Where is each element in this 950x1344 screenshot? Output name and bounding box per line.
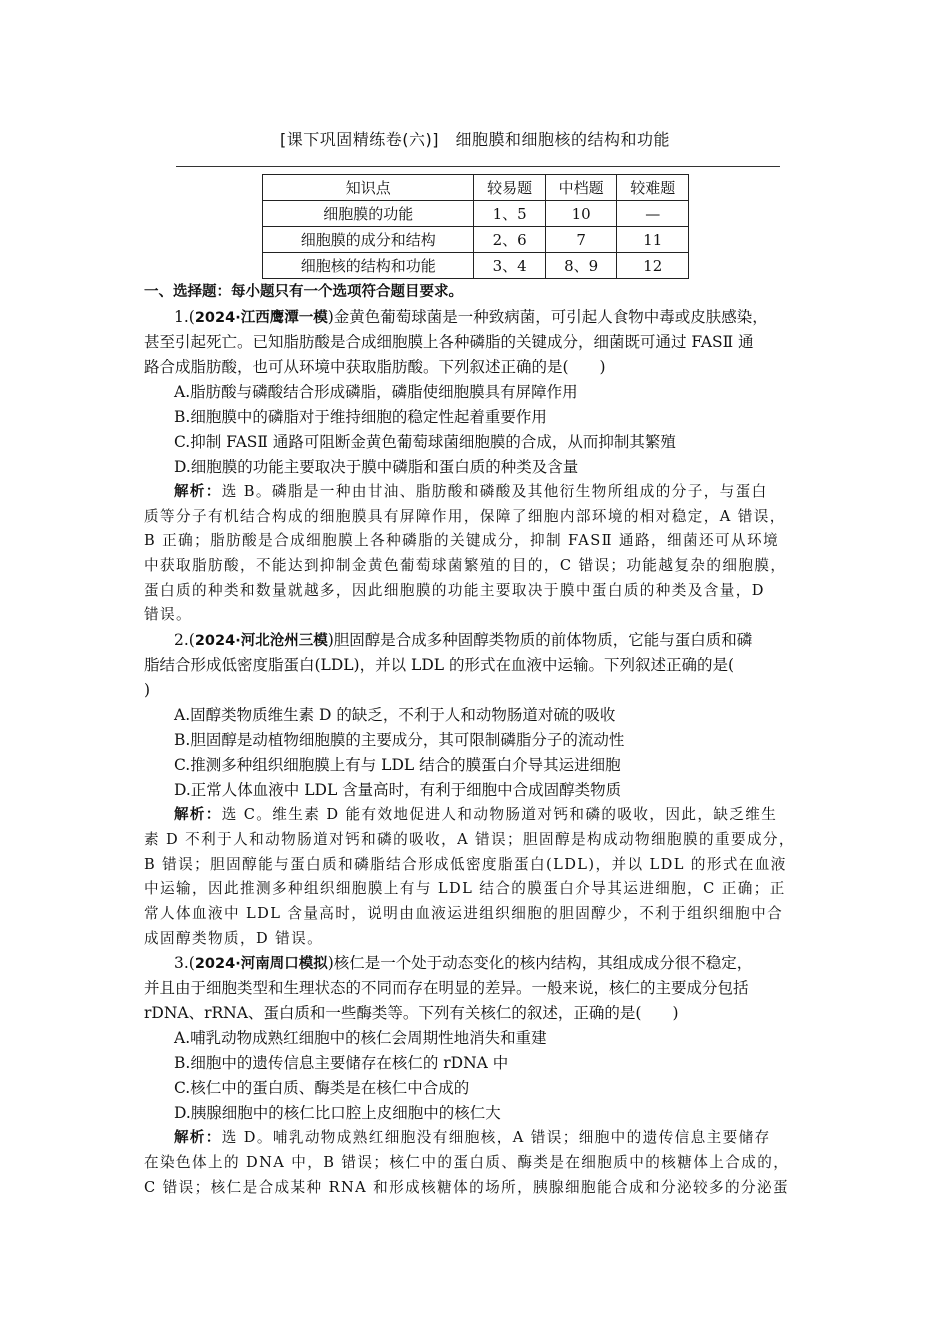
explanation-label: 解析： — [174, 1130, 222, 1147]
explanation-line — [144, 480, 809, 505]
explanation-line: B 正确；脂肪酸是合成细胞膜上各种磷脂的关键成分，抑制 FASⅡ 通路，细菌还可从环境 — [144, 532, 779, 550]
question-stem-line — [144, 628, 809, 653]
option-a: A.脂肪酸与磷酸结合形成磷脂，磷脂使细胞膜具有屏障作用 — [174, 383, 578, 401]
title-divider — [176, 166, 780, 167]
section-heading: 一、选择题：每小题只有一个选项符合题目要求。 — [144, 284, 463, 300]
page-title: [课下巩固精练卷(六)] 细胞膜和细胞核的结构和功能 — [280, 130, 670, 149]
question-stem-line: 路合成脂肪酸，也可从环境中获取脂肪酸。下列叙述正确的是( ) — [144, 358, 606, 376]
option-d: D.细胞膜的功能主要取决于膜中磷脂和蛋白质的种类及含量 — [174, 458, 579, 476]
table-row — [263, 253, 689, 279]
question-2 — [144, 628, 809, 951]
table-header-row — [263, 175, 689, 201]
option-b: B.细胞膜中的磷脂对于维持细胞的稳定性起着重要作用 — [174, 408, 547, 426]
option-c: C.核仁中的蛋白质、酶类是在核仁中合成的 — [174, 1079, 470, 1098]
explanation-line: 质等分子有机结合构成的细胞膜具有屏障作用，保障了细胞内部环境的相对稳定，A 错误， — [144, 507, 786, 525]
question-source: 2024·江西鹰潭一模 — [194, 310, 328, 326]
knowledge-table — [262, 174, 689, 279]
explanation-line: C 错误；核仁是合成某种 RNA 和形成核糖体的场所，胰腺细胞能合成和分泌较多的分泌蛋 — [144, 1178, 789, 1196]
explanation-line — [144, 803, 809, 828]
explanation-line: 蛋白质的种类和数量就越多，因此细胞膜的功能主要取决于膜中蛋白质的种类及含量，D — [144, 581, 765, 599]
explanation — [144, 803, 809, 951]
table-row — [263, 227, 689, 253]
explanation-line: B 错误；胆固醇能与蛋白质和磷脂结合形成低密度脂蛋白(LDL)，并以 LDL 的形式在血液 — [144, 855, 787, 873]
option-a: A.哺乳动物成熟红细胞中的核仁会周期性地消失和重建 — [174, 1029, 547, 1048]
table-cell: 7 — [545, 227, 617, 253]
explanation-line: 常人体血液中 LDL 含量高时，说明由血液运进组织细胞的胆固醇少，不利于组织细胞中合 — [144, 904, 784, 922]
question-source: 2024·河南周口模拟 — [194, 956, 328, 973]
question-text: )核仁是一个处于动态变化的核内结构，其组成成分很不稳定， — [327, 954, 753, 973]
table-cell: 2、6 — [474, 227, 546, 253]
question-stem-line: 脂结合形成低密度脂蛋白(LDL)，并以 LDL 的形式在血液中运输。下列叙述正确的是( — [144, 656, 735, 675]
table-row — [263, 201, 689, 227]
explanation-line — [144, 1126, 809, 1151]
table-cell: 12 — [617, 253, 689, 279]
question-stem-line: rDNA、rRNA、蛋白质和一些酶类等。下列有关核仁的叙述，正确的是( ) — [144, 1004, 679, 1023]
option-b: B.胆固醇是动植物细胞膜的主要成分，其可限制磷脂分子的流动性 — [174, 731, 625, 750]
question-3 — [144, 951, 809, 1200]
option-c: C.抑制 FASⅡ 通路可阻断金黄色葡萄球菌细胞膜的合成，从而抑制其繁殖 — [174, 433, 676, 451]
option-c: C.推测多种组织细胞膜上有与 LDL 结合的膜蛋白介导其运进细胞 — [174, 756, 621, 775]
explanation-text: 选 D。哺乳动物成熟红细胞没有细胞核，A 错误；细胞中的遗传信息主要储存 — [221, 1129, 771, 1147]
question-stem-line: 并且由于细胞类型和生理状态的不同而存在明显的差异。一般来说，核仁的主要成分包括 — [144, 979, 749, 998]
table-cell: 1、5 — [474, 201, 546, 227]
explanation-line: 成固醇类物质，D 错误。 — [144, 929, 324, 947]
document-body — [144, 280, 809, 1200]
table-cell: 细胞膜的成分和结构 — [263, 227, 474, 253]
table-header: 较易题 — [474, 175, 546, 201]
explanation-line: 错误。 — [144, 606, 192, 624]
explanation-line: 中获取脂肪酸，不能达到抑制金黄色葡萄球菌繁殖的目的，C 错误；功能越复杂的细胞膜， — [144, 557, 787, 575]
question-text: )金黄色葡萄球菌是一种致病菌，可引起人食物中毒或皮肤感染， — [327, 308, 768, 326]
option-d: D.正常人体血液中 LDL 含量高时，有利于细胞中合成固醇类物质 — [174, 781, 622, 800]
explanation — [144, 1126, 809, 1200]
option-d: D.胰腺细胞中的核仁比口腔上皮细胞中的核仁大 — [174, 1104, 501, 1123]
question-stem-line: ) — [144, 681, 151, 700]
explanation-label: 解析： — [174, 484, 222, 500]
question-number: 3.( — [174, 954, 195, 973]
table-header: 中档题 — [545, 175, 617, 201]
option-b: B.细胞中的遗传信息主要储存在核仁的 rDNA 中 — [174, 1054, 509, 1073]
option-a: A.固醇类物质维生素 D 的缺乏，不利于人和动物肠道对硫的吸收 — [174, 706, 616, 725]
table-cell: 细胞膜的功能 — [263, 201, 474, 227]
explanation-line: 中运输，因此推测多种组织细胞膜上有与 LDL 结合的膜蛋白介导其运进细胞，C 正确；正 — [144, 880, 786, 898]
table-cell: 细胞核的结构和功能 — [263, 253, 474, 279]
table-header: 较难题 — [617, 175, 689, 201]
question-text: )胆固醇是合成多种固醇类物质的前体物质，它能与蛋白质和磷 — [327, 631, 753, 650]
question-number: 2.( — [174, 631, 195, 650]
explanation-label: 解析： — [174, 807, 222, 824]
question-source: 2024·河北沧州三模 — [194, 633, 328, 650]
table-cell: 10 — [545, 201, 617, 227]
table-header: 知识点 — [263, 175, 474, 201]
explanation-text: 选 B。磷脂是一种由甘油、脂肪酸和磷酸及其他衍生物所组成的分子，与蛋白 — [221, 483, 768, 500]
table-cell: 11 — [617, 227, 689, 253]
table-cell: — — [617, 201, 689, 227]
table-cell: 3、4 — [474, 253, 546, 279]
explanation-line: 素 D 不利于人和动物肠道对钙和磷的吸收，A 错误；胆固醇是构成动物细胞膜的重要成分， — [144, 830, 795, 848]
question-stem-line — [144, 951, 809, 976]
explanation-line: 在染色体上的 DNA 中，B 错误；核仁中的蛋白质、酶类是在细胞质中的核糖体上合成的， — [144, 1153, 790, 1171]
question-stem-line: 甚至引起死亡。已知脂肪酸是合成细胞膜上各种磷脂的关键成分，细菌既可通过 FASⅡ 通 — [144, 333, 754, 351]
explanation-text: 选 C。维生素 D 能有效地促进人和动物肠道对钙和磷的吸收，因此，缺乏维生 — [221, 806, 778, 824]
question-stem-line — [144, 305, 809, 330]
question-1 — [144, 305, 809, 628]
table-cell: 8、9 — [545, 253, 617, 279]
explanation — [144, 480, 809, 628]
question-number: 1.( — [174, 308, 195, 326]
